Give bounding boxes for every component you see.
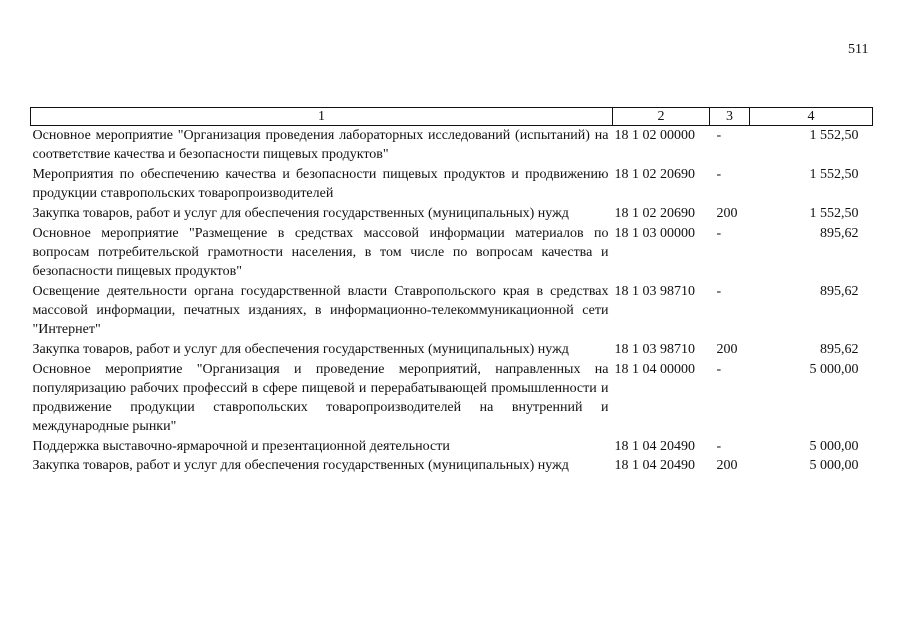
header-col-2: 2 xyxy=(613,108,710,126)
row-type: 200 xyxy=(716,206,738,221)
row-amount: 1 552,50 xyxy=(809,167,859,182)
row-name: Основное мероприятие "Размещение в средствах массовой информации материалов по вопросам потребительской грамотности населения, в том числе по вопросам качества и безопасности пищевых продуктов" xyxy=(32,226,609,279)
table-row xyxy=(31,223,873,281)
row-type: - xyxy=(716,362,722,377)
row-name: Основное мероприятие "Организация и проведение мероприятий, направленных на популяризацию рабочих профессий в сфере пищевой и перерабатывающей промышленности и продвижение продукции ставропольских товаропроизводителей на внутренний и международные рынки" xyxy=(32,362,609,434)
row-name: Мероприятия по обеспечению качества и безопасности пищевых продуктов и продвижению продукции ставропольских товаропроизводителей xyxy=(32,167,609,201)
table-row xyxy=(31,281,873,339)
row-type: 200 xyxy=(716,458,738,473)
row-name: Закупка товаров, работ и услуг для обеспечения государственных (муниципальных) нужд xyxy=(32,342,569,357)
row-amount: 5 000,00 xyxy=(809,439,859,454)
table-row xyxy=(31,456,873,475)
row-type: - xyxy=(716,439,722,454)
row-code: 18 1 02 20690 xyxy=(614,206,695,221)
row-type: - xyxy=(716,284,722,299)
row-type: - xyxy=(716,167,722,182)
row-amount: 5 000,00 xyxy=(809,362,859,377)
row-name: Закупка товаров, работ и услуг для обеспечения государственных (муниципальных) нужд xyxy=(32,458,569,473)
table-header-row xyxy=(31,108,873,126)
header-col-3: 3 xyxy=(710,108,750,126)
table-row xyxy=(31,339,873,359)
table-row xyxy=(31,164,873,203)
row-type: - xyxy=(716,128,722,143)
row-type: - xyxy=(716,226,722,241)
header-col-1: 1 xyxy=(31,108,613,126)
row-name: Закупка товаров, работ и услуг для обеспечения государственных (муниципальных) нужд xyxy=(32,206,569,221)
row-amount: 895,62 xyxy=(820,226,859,241)
row-type: 200 xyxy=(716,342,738,357)
table-row xyxy=(31,126,873,165)
row-code: 18 1 04 00000 xyxy=(614,362,695,377)
row-amount: 1 552,50 xyxy=(809,128,859,143)
row-amount: 5 000,00 xyxy=(809,458,859,473)
row-name: Основное мероприятие "Организация проведения лабораторных исследований (испытаний) на соответствие качества и безопасности пищевых продуктов" xyxy=(32,128,609,162)
row-code: 18 1 03 98710 xyxy=(614,284,695,299)
table-row xyxy=(31,359,873,436)
row-name: Поддержка выставочно-ярмарочной и презентационной деятельности xyxy=(32,439,450,454)
row-name: Освещение деятельности органа государственной власти Ставропольского края в средствах массовой информации, печатных изданиях, в информационно-телекоммуникационной сети "Интернет" xyxy=(32,284,609,337)
row-code: 18 1 02 00000 xyxy=(614,128,695,143)
row-amount: 895,62 xyxy=(820,342,859,357)
page-number: 511 xyxy=(848,42,869,57)
row-amount: 1 552,50 xyxy=(809,206,859,221)
row-code: 18 1 02 20690 xyxy=(614,167,695,182)
row-code: 18 1 04 20490 xyxy=(614,439,695,454)
row-code: 18 1 04 20490 xyxy=(614,458,695,473)
row-amount: 895,62 xyxy=(820,284,859,299)
header-col-4: 4 xyxy=(750,108,873,126)
row-code: 18 1 03 98710 xyxy=(614,342,695,357)
table-row xyxy=(31,203,873,223)
budget-table xyxy=(30,107,873,475)
row-code: 18 1 03 00000 xyxy=(614,226,695,241)
table-row xyxy=(31,436,873,456)
